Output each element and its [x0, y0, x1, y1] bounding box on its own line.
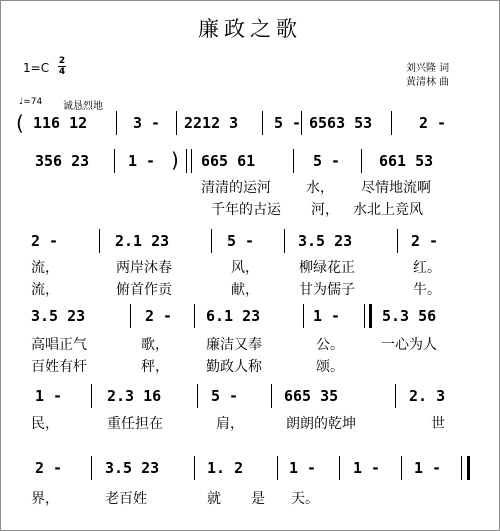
lyric-line-1: 廉洁又奉 [206, 337, 262, 353]
lyric-line-2: 颂。 [316, 359, 344, 375]
barline [194, 456, 195, 480]
note-group: 2 - [145, 307, 173, 325]
lyric-line-1: 是 [251, 491, 265, 507]
note-group: 1 - [289, 459, 317, 477]
key-signature: 1=C [23, 61, 50, 75]
barline [397, 229, 398, 253]
lyric-line-1: 公。 [316, 337, 344, 353]
barline [339, 456, 340, 480]
note-group: 2 - [411, 232, 439, 250]
note-group: 5.3 56 [382, 307, 437, 325]
barline [191, 149, 192, 173]
barline [271, 384, 272, 408]
lyric-line-1: 尽情地流啊 [361, 180, 431, 196]
barline [194, 304, 195, 328]
lyric-line-2: 流， [31, 282, 59, 298]
open-paren: ( [16, 111, 24, 135]
note-group: 5 - [211, 387, 239, 405]
lyricist-credit: 刘兴隆 词 [406, 63, 450, 74]
lyric-line-2: 河， [311, 202, 339, 218]
lyric-line-2: 千年的古运 [211, 202, 281, 218]
time-signature [58, 56, 66, 77]
tempo-mark: ♩=74 [19, 97, 43, 107]
composer-credit: 黄清林 曲 [406, 77, 450, 88]
note-group: 5 - [313, 152, 341, 170]
final-barline [467, 456, 470, 480]
note-group: 2 - [419, 114, 447, 132]
song-title: 廉政之歌 [198, 17, 302, 41]
time-signature-top: 2 [58, 56, 66, 66]
note-group: 5 - [274, 114, 302, 132]
barline [303, 304, 304, 328]
note-group: 665 61 [201, 152, 256, 170]
barline [284, 229, 285, 253]
barline [114, 149, 115, 173]
lyric-line-1: 朗朗的乾坤 [286, 416, 356, 432]
barline [364, 304, 365, 328]
lyric-line-1: 老百姓 [105, 491, 147, 507]
time-signature-bottom: 4 [58, 67, 66, 77]
barline [130, 304, 131, 328]
lyric-line-1: 肩， [216, 416, 244, 432]
lyric-line-1: 就 [207, 491, 221, 507]
barline [262, 111, 263, 135]
barline [277, 456, 278, 480]
note-group: 1 - [128, 152, 156, 170]
lyric-line-1: 柳绿花正 [299, 260, 355, 276]
barline [186, 149, 187, 173]
repeat-barline [369, 304, 372, 328]
note-group: 1. 2 [207, 459, 244, 477]
lyric-line-2: 献， [231, 282, 259, 298]
note-group: 2.1 23 [115, 232, 170, 250]
note-group: 2. 3 [409, 387, 446, 405]
lyric-line-1: 一心为人 [381, 337, 437, 353]
note-group: 116 12 [33, 114, 88, 132]
note-group: 665 35 [284, 387, 339, 405]
lyric-line-1: 界， [31, 491, 59, 507]
note-group: 3.5 23 [105, 459, 160, 477]
lyric-line-2: 水北上竞风 [353, 202, 423, 218]
note-group: 1 - [35, 387, 63, 405]
note-group: 2 - [31, 232, 59, 250]
note-group: 3.5 23 [31, 307, 86, 325]
close-paren: ) [171, 148, 179, 172]
barline [91, 384, 92, 408]
barline [361, 149, 362, 173]
barline [99, 229, 100, 253]
lyric-line-1: 高唱正气 [31, 337, 87, 353]
lyric-line-1: 两岸沐春 [116, 260, 172, 276]
lyric-line-1: 世 [431, 416, 445, 432]
barline [116, 111, 117, 135]
lyric-line-2: 勤政人称 [206, 359, 262, 375]
lyric-line-2: 百姓有杆 [31, 359, 87, 375]
note-group: 2 - [35, 459, 63, 477]
note-group: 6563 53 [309, 114, 373, 132]
lyric-line-2: 牛。 [413, 282, 441, 298]
lyric-line-1: 风， [231, 260, 259, 276]
barline [176, 111, 177, 135]
lyric-line-1: 红。 [413, 260, 441, 276]
note-group: 1 - [313, 307, 341, 325]
barline [301, 111, 302, 135]
lyric-line-1: 水， [306, 180, 334, 196]
note-group: 5 - [227, 232, 255, 250]
lyric-line-2: 秤， [141, 359, 169, 375]
note-group: 356 23 [35, 152, 90, 170]
note-group: 3 - [133, 114, 161, 132]
lyric-line-1: 歌， [141, 337, 169, 353]
note-group: 1 - [353, 459, 381, 477]
lyric-line-1: 清清的运河 [201, 180, 271, 196]
barline [401, 456, 402, 480]
lyric-line-1: 天。 [291, 491, 319, 507]
lyric-line-1: 重任担在 [107, 416, 163, 432]
lyric-line-2: 甘为儒子 [299, 282, 355, 298]
note-group: 661 53 [379, 152, 434, 170]
barline [391, 111, 392, 135]
barline [395, 384, 396, 408]
note-group: 2212 3 [184, 114, 239, 132]
barline [91, 456, 92, 480]
note-group: 6.1 23 [206, 307, 261, 325]
note-group: 1 - [414, 459, 442, 477]
barline [197, 384, 198, 408]
barline [293, 149, 294, 173]
lyric-line-2: 俯首作贡 [116, 282, 172, 298]
note-group: 2.3 16 [107, 387, 162, 405]
barline [461, 456, 462, 480]
expression-mark: 诚恳烈地 [63, 101, 103, 112]
barline [211, 229, 212, 253]
note-group: 3.5 23 [298, 232, 353, 250]
lyric-line-1: 流， [31, 260, 59, 276]
lyric-line-1: 民， [31, 416, 59, 432]
